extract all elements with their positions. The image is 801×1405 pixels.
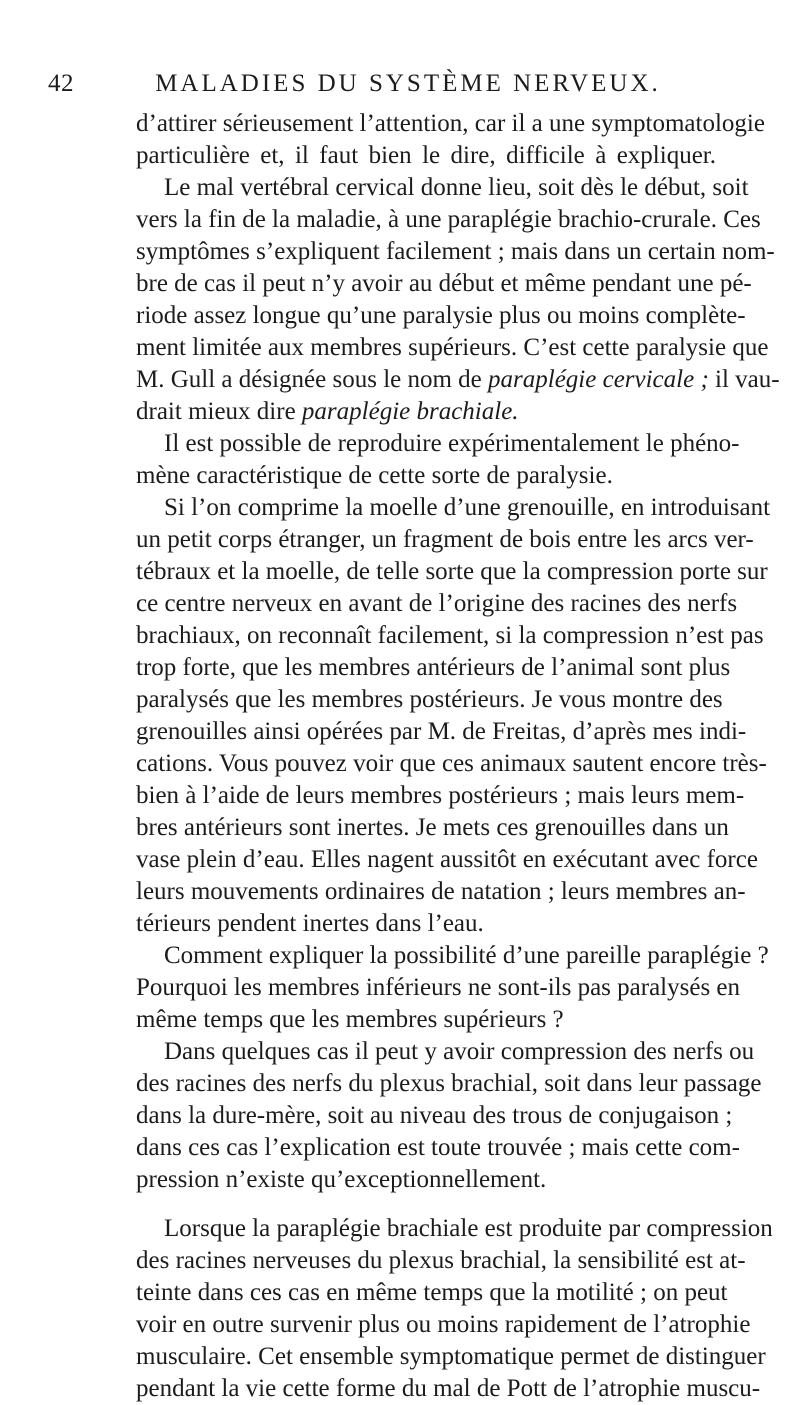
text-line [136,1341,766,1373]
text-line [136,268,752,300]
text-line [136,684,723,716]
text-segment: symptômes s’expliquent facilement ; mais dans un certain nom- [136,238,775,265]
text-line [136,204,761,236]
text-segment: ment limitée aux membres supérieurs. C’est cette paralysie que [136,334,769,361]
text-line [136,908,716,940]
text-line [136,364,780,396]
text-line [136,972,741,1004]
text-segment: des racines des nerfs du plexus brachial, soit dans leur passage [136,1070,762,1097]
text-segment: des racines nerveuses du plexus brachial, la sensibilité est at- [136,1247,746,1274]
text-segment: dans ces cas l’explication est toute trouvée ; mais cette com- [136,1134,740,1161]
text-line [136,1213,773,1245]
text-segment: brachiaux, on reconnaît facilement, si la compression n’est pas [136,622,764,649]
text-segment: il vau- [708,366,780,393]
text-line [136,1068,762,1100]
text-line [136,1004,716,1036]
text-segment: un petit corps étranger, un fragment de bois entre les arcs ver- [136,526,754,553]
text-line [136,1100,733,1132]
text-segment: Dans quelques cas il peut y avoir compression des nerfs ou [164,1038,755,1065]
text-line [136,396,716,428]
text-line [136,1164,716,1196]
text-line [136,556,768,588]
text-line [136,876,746,908]
text-line [136,1309,751,1341]
text-segment: dans la dure-mère, soit au niveau des trous de conjugaison ; [136,1102,733,1129]
body-text [136,108,780,1405]
text-line [136,780,745,812]
text-line [136,1277,728,1309]
text-segment: pendant la vie cette forme du mal de Pott de l’atrophie muscu- [136,1375,761,1402]
page-number: 42 [48,70,74,97]
text-line [136,1245,746,1277]
text-segment: trop forte, que les membres antérieurs de l’animal sont plus [136,654,731,681]
text-segment: Comment expliquer la possibilité d’une pareille paraplégie ? [164,942,769,969]
text-line [136,748,767,780]
paragraph-gap [136,1196,716,1213]
text-segment: Le mal vertébral cervical donne lieu, soit dès le début, soit [164,174,749,201]
text-segment: tébraux et la moelle, de telle sorte que la compression porte sur [136,558,768,585]
text-line [136,108,765,140]
text-segment: musculaire. Cet ensemble symptomatique permet de distinguer [136,1343,766,1370]
text-segment: riode assez longue qu’une paralysie plus ou moins complète- [136,302,746,329]
text-segment: bre de cas il peut n’y avoir au début et même pendant une pé- [136,270,752,297]
text-segment: térieurs pendent inertes dans l’eau. [136,910,484,937]
text-segment: M. Gull a désignée sous le nom de [136,366,489,393]
text-line [136,524,754,556]
text-line [136,844,758,876]
text-segment: ce centre nerveux en avant de l’origine des racines des nerfs [136,590,738,617]
text-line [136,1132,740,1164]
text-segment: Pourquoi les membres inférieurs ne sont-ils pas paralysés en [136,974,741,1001]
text-line [136,620,764,652]
text-line [136,428,740,460]
text-line [136,940,769,972]
text-segment: même temps que les membres supérieurs ? [136,1006,564,1033]
text-line [136,236,775,268]
text-segment: paralysés que les membres postérieurs. Je vous montre des [136,686,723,713]
text-line [136,1373,761,1405]
text-segment: Si l’on comprime la moelle d’une grenouille, en introduisant [164,494,771,521]
text-segment: Il est possible de reproduire expérimentalement le phéno- [164,430,740,457]
text-segment: bres antérieurs sont inertes. Je mets ces grenouilles dans un [136,814,729,841]
running-title: MALADIES DU SYSTÈME NERVEUX. [155,70,661,97]
text-segment: d’attirer sérieusement l’attention, car il a une symptomatologie [136,110,765,137]
text-segment: teinte dans ces cas en même temps que la motilité ; on peut [136,1279,728,1306]
text-line [136,652,731,684]
text-segment: Lorsque la paraplégie brachiale est produite par compression [164,1215,773,1242]
text-segment: grenouilles ainsi opérées par M. de Freitas, d’après mes indi- [136,718,747,745]
text-line [136,460,716,492]
text-segment: mène caractéristique de cette sorte de paralysie. [136,462,613,489]
italic-term: paraplégie brachiale. [301,398,519,425]
text-line [136,172,749,204]
text-segment: pression n’existe qu’exceptionnellement. [136,1166,547,1193]
text-segment: cations. Vous pouvez voir que ces animaux sautent encore très- [136,750,767,777]
text-line [136,140,716,172]
text-segment: vase plein d’eau. Elles nagent aussitôt en exécutant avec force [136,846,758,873]
text-line [136,492,771,524]
text-line [136,332,769,364]
italic-term: paraplégie cervicale ; [488,366,709,393]
text-line [136,300,746,332]
text-line [136,1036,755,1068]
text-segment: bien à l’aide de leurs membres postérieurs ; mais leurs mem- [136,782,745,809]
text-segment: vers la fin de la maladie, à une paraplégie brachio-crurale. Ces [136,206,761,233]
text-line [136,716,747,748]
text-line [136,812,729,844]
text-segment: drait mieux dire [136,398,302,425]
text-line [136,588,738,620]
page-header [48,70,768,110]
text-segment: particulière et, il faut bien le dire, difficile à expliquer. [136,142,716,169]
text-segment: leurs mouvements ordinaires de natation ; leurs membres an- [136,878,746,905]
text-segment: voir en outre survenir plus ou moins rapidement de l’atrophie [136,1311,751,1338]
